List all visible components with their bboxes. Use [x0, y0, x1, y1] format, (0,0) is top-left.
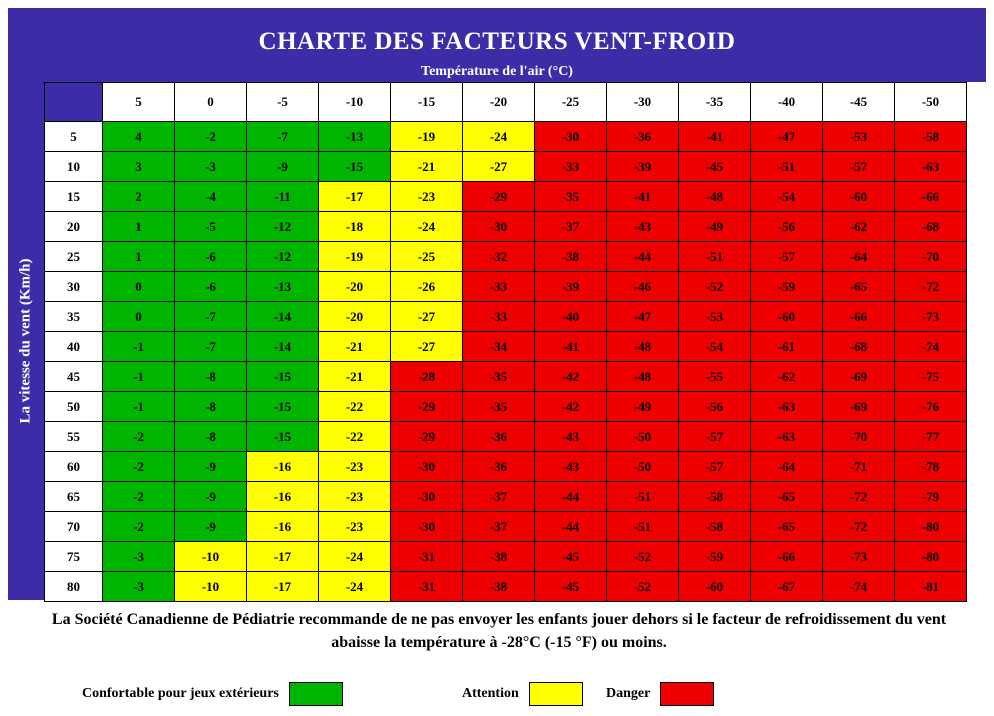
row-header: 10: [45, 152, 103, 182]
windchill-cell: -41: [679, 122, 751, 152]
windchill-cell: -56: [751, 212, 823, 242]
windchill-cell: -52: [607, 542, 679, 572]
windchill-cell: -35: [463, 362, 535, 392]
windchill-cell: -43: [535, 422, 607, 452]
windchill-cell: -14: [247, 332, 319, 362]
windchill-cell: -68: [823, 332, 895, 362]
table-row: [45, 482, 967, 512]
windchill-cell: -58: [895, 122, 967, 152]
table-corner-cell: [45, 83, 103, 122]
windchill-cell: -23: [319, 482, 391, 512]
table-row: [45, 242, 967, 272]
windchill-cell: -29: [391, 422, 463, 452]
windchill-cell: -33: [535, 152, 607, 182]
windchill-cell: -79: [895, 482, 967, 512]
windchill-cell: -6: [175, 272, 247, 302]
windchill-cell: -77: [895, 422, 967, 452]
windchill-cell: -1: [103, 332, 175, 362]
windchill-cell: -64: [823, 242, 895, 272]
legend-label: Attention: [462, 686, 519, 701]
windchill-cell: -21: [319, 362, 391, 392]
row-header: 5: [45, 122, 103, 152]
table-row: [45, 272, 967, 302]
windchill-cell: -54: [751, 182, 823, 212]
windchill-cell: -25: [391, 242, 463, 272]
windchill-cell: -59: [679, 542, 751, 572]
windchill-cell: -63: [751, 422, 823, 452]
windchill-cell: -35: [535, 182, 607, 212]
windchill-cell: -49: [679, 212, 751, 242]
table-row: [45, 152, 967, 182]
windchill-cell: -9: [175, 452, 247, 482]
windchill-cell: -9: [247, 152, 319, 182]
table-row: [45, 512, 967, 542]
windchill-cell: -24: [391, 212, 463, 242]
row-header: 35: [45, 302, 103, 332]
windchill-cell: -66: [751, 542, 823, 572]
windchill-cell: -50: [607, 452, 679, 482]
chart-legend: [44, 682, 954, 706]
windchill-cell: -15: [247, 392, 319, 422]
windchill-cell: -43: [607, 212, 679, 242]
windchill-cell: -16: [247, 482, 319, 512]
windchill-cell: -65: [751, 482, 823, 512]
row-header: 70: [45, 512, 103, 542]
row-header: 25: [45, 242, 103, 272]
windchill-cell: -9: [175, 512, 247, 542]
windchill-cell: -78: [895, 452, 967, 482]
windchill-cell: -66: [895, 182, 967, 212]
windchill-cell: -63: [895, 152, 967, 182]
windchill-cell: -50: [607, 422, 679, 452]
windchill-cell: -30: [463, 212, 535, 242]
windchill-cell: -36: [463, 452, 535, 482]
windchill-cell: 1: [103, 242, 175, 272]
windchill-cell: -19: [391, 122, 463, 152]
table-row: [45, 572, 967, 602]
row-header: 50: [45, 392, 103, 422]
windchill-cell: -8: [175, 392, 247, 422]
legend-swatch: [529, 682, 583, 706]
windchill-cell: -23: [319, 512, 391, 542]
table-header: [45, 83, 967, 122]
windchill-cell: -38: [463, 542, 535, 572]
table-row: [45, 452, 967, 482]
windchill-cell: -40: [535, 302, 607, 332]
y-axis-title-text: La vitesse du vent (Km/h): [17, 258, 34, 424]
windchill-cell: -8: [175, 362, 247, 392]
windchill-cell: -65: [823, 272, 895, 302]
windchill-cell: -35: [463, 392, 535, 422]
windchill-cell: -48: [679, 182, 751, 212]
row-header: 30: [45, 272, 103, 302]
windchill-cell: -48: [607, 332, 679, 362]
windchill-cell: -8: [175, 422, 247, 452]
legend-label: Danger: [606, 686, 651, 701]
windchill-cell: -57: [679, 452, 751, 482]
windchill-cell: -22: [319, 422, 391, 452]
windchill-cell: -10: [175, 572, 247, 602]
windchill-cell: -72: [895, 272, 967, 302]
windchill-table-wrapper: [44, 82, 967, 602]
windchill-cell: -4: [175, 182, 247, 212]
windchill-cell: -17: [247, 542, 319, 572]
row-header: 80: [45, 572, 103, 602]
column-header: -30: [607, 83, 679, 122]
windchill-cell: -42: [535, 362, 607, 392]
windchill-cell: -74: [823, 572, 895, 602]
windchill-cell: -18: [319, 212, 391, 242]
windchill-cell: -80: [895, 542, 967, 572]
windchill-cell: -41: [535, 332, 607, 362]
windchill-cell: -7: [175, 332, 247, 362]
windchill-cell: -24: [463, 122, 535, 152]
legend-item: [82, 682, 343, 706]
windchill-cell: -5: [175, 212, 247, 242]
windchill-cell: -27: [391, 302, 463, 332]
windchill-cell: -3: [175, 152, 247, 182]
windchill-cell: -19: [319, 242, 391, 272]
windchill-cell: -2: [103, 482, 175, 512]
windchill-cell: -24: [319, 542, 391, 572]
windchill-cell: -17: [319, 182, 391, 212]
table-row: [45, 422, 967, 452]
windchill-cell: -20: [319, 302, 391, 332]
windchill-cell: -51: [607, 482, 679, 512]
windchill-cell: -57: [751, 242, 823, 272]
windchill-cell: -27: [463, 152, 535, 182]
windchill-cell: -3: [103, 572, 175, 602]
windchill-cell: -16: [247, 452, 319, 482]
windchill-cell: -15: [247, 422, 319, 452]
windchill-cell: 4: [103, 122, 175, 152]
windchill-cell: -27: [391, 332, 463, 362]
windchill-cell: -51: [751, 152, 823, 182]
windchill-cell: -54: [679, 332, 751, 362]
row-header: 45: [45, 362, 103, 392]
windchill-cell: -69: [823, 362, 895, 392]
table-row: [45, 122, 967, 152]
windchill-cell: -23: [319, 452, 391, 482]
windchill-cell: -30: [391, 512, 463, 542]
windchill-cell: 0: [103, 272, 175, 302]
table-row: [45, 182, 967, 212]
windchill-cell: -45: [679, 152, 751, 182]
column-header: -40: [751, 83, 823, 122]
windchill-cell: -56: [679, 392, 751, 422]
windchill-cell: -63: [751, 392, 823, 422]
windchill-cell: -38: [535, 242, 607, 272]
recommendation-note: La Société Canadienne de Pédiatrie recommande de ne pas envoyer les enfants jouer dehors si le facteur de refroidissement du vent abaisse la température à -28°C (-15 °F) ou moins.: [51, 611, 947, 652]
windchill-cell: -68: [895, 212, 967, 242]
column-header: -35: [679, 83, 751, 122]
windchill-cell: -45: [535, 542, 607, 572]
windchill-cell: -24: [319, 572, 391, 602]
windchill-cell: -60: [823, 182, 895, 212]
windchill-cell: -74: [895, 332, 967, 362]
table-row: [45, 302, 967, 332]
windchill-cell: -81: [895, 572, 967, 602]
windchill-cell: -57: [679, 422, 751, 452]
chart-header-banner: [8, 8, 986, 82]
windchill-cell: -65: [751, 512, 823, 542]
windchill-cell: -13: [319, 122, 391, 152]
windchill-cell: -2: [175, 122, 247, 152]
windchill-cell: -2: [103, 512, 175, 542]
windchill-cell: -52: [607, 572, 679, 602]
row-header: 65: [45, 482, 103, 512]
column-header: -15: [391, 83, 463, 122]
windchill-cell: -70: [895, 242, 967, 272]
windchill-cell: -73: [895, 302, 967, 332]
windchill-cell: -69: [823, 392, 895, 422]
windchill-cell: -14: [247, 302, 319, 332]
row-header: 15: [45, 182, 103, 212]
row-header: 20: [45, 212, 103, 242]
windchill-cell: -33: [463, 302, 535, 332]
table-row: [45, 332, 967, 362]
windchill-cell: 2: [103, 182, 175, 212]
windchill-cell: -37: [463, 482, 535, 512]
windchill-cell: -23: [391, 182, 463, 212]
windchill-cell: -10: [175, 542, 247, 572]
windchill-cell: -16: [247, 512, 319, 542]
windchill-cell: -2: [103, 422, 175, 452]
legend-item: [606, 682, 714, 706]
windchill-cell: -53: [679, 302, 751, 332]
legend-swatch: [660, 682, 714, 706]
windchill-cell: -52: [679, 272, 751, 302]
windchill-cell: -17: [247, 572, 319, 602]
table-row: [45, 212, 967, 242]
windchill-cell: -22: [319, 392, 391, 422]
windchill-cell: -6: [175, 242, 247, 272]
windchill-cell: -43: [535, 452, 607, 482]
row-header: 40: [45, 332, 103, 362]
row-header: 55: [45, 422, 103, 452]
table-row: [45, 542, 967, 572]
table-row: [45, 392, 967, 422]
column-header: 0: [175, 83, 247, 122]
windchill-cell: -26: [391, 272, 463, 302]
windchill-cell: -30: [535, 122, 607, 152]
column-header: -10: [319, 83, 391, 122]
windchill-cell: -47: [607, 302, 679, 332]
column-header: -45: [823, 83, 895, 122]
legend-label: Confortable pour jeux extérieurs: [82, 686, 279, 701]
windchill-cell: -32: [463, 242, 535, 272]
x-axis-title: Température de l'air (°C): [421, 63, 573, 79]
windchill-cell: -80: [895, 512, 967, 542]
windchill-cell: -37: [463, 512, 535, 542]
legend-swatch: [289, 682, 343, 706]
windchill-cell: -58: [679, 482, 751, 512]
windchill-cell: -31: [391, 542, 463, 572]
windchill-cell: -72: [823, 482, 895, 512]
windchill-cell: -1: [103, 362, 175, 392]
windchill-cell: -33: [463, 272, 535, 302]
windchill-cell: -11: [247, 182, 319, 212]
windchill-cell: -7: [247, 122, 319, 152]
windchill-cell: -73: [823, 542, 895, 572]
windchill-cell: -59: [751, 272, 823, 302]
column-header: 5: [103, 83, 175, 122]
windchill-cell: 1: [103, 212, 175, 242]
windchill-cell: -51: [607, 512, 679, 542]
windchill-cell: -71: [823, 452, 895, 482]
windchill-cell: -44: [535, 482, 607, 512]
windchill-cell: -31: [391, 572, 463, 602]
windchill-cell: -47: [751, 122, 823, 152]
windchill-cell: -45: [535, 572, 607, 602]
windchill-cell: -29: [391, 392, 463, 422]
windchill-cell: -20: [319, 272, 391, 302]
windchill-cell: -34: [463, 332, 535, 362]
windchill-cell: -53: [823, 122, 895, 152]
column-header: -25: [535, 83, 607, 122]
windchill-cell: -49: [607, 392, 679, 422]
windchill-cell: -70: [823, 422, 895, 452]
windchill-cell: -51: [679, 242, 751, 272]
windchill-cell: -76: [895, 392, 967, 422]
windchill-cell: -36: [463, 422, 535, 452]
row-header: 60: [45, 452, 103, 482]
windchill-cell: -44: [535, 512, 607, 542]
windchill-cell: -1: [103, 392, 175, 422]
windchill-cell: -75: [895, 362, 967, 392]
column-header: -5: [247, 83, 319, 122]
windchill-cell: -72: [823, 512, 895, 542]
windchill-cell: -13: [247, 272, 319, 302]
windchill-cell: -41: [607, 182, 679, 212]
windchill-cell: -29: [463, 182, 535, 212]
windchill-cell: -67: [751, 572, 823, 602]
windchill-cell: -62: [823, 212, 895, 242]
windchill-cell: -36: [607, 122, 679, 152]
column-header: -20: [463, 83, 535, 122]
windchill-cell: -57: [823, 152, 895, 182]
column-header: -50: [895, 83, 967, 122]
table-body: [45, 122, 967, 602]
windchill-cell: -2: [103, 452, 175, 482]
legend-item: [462, 682, 583, 706]
windchill-cell: -3: [103, 542, 175, 572]
windchill-cell: -15: [319, 152, 391, 182]
table-header-row: [45, 83, 967, 122]
windchill-cell: -64: [751, 452, 823, 482]
windchill-cell: -60: [751, 302, 823, 332]
windchill-cell: -7: [175, 302, 247, 332]
windchill-cell: 3: [103, 152, 175, 182]
windchill-cell: -48: [607, 362, 679, 392]
windchill-cell: -42: [535, 392, 607, 422]
windchill-cell: -44: [607, 242, 679, 272]
windchill-cell: -12: [247, 212, 319, 242]
windchill-cell: -58: [679, 512, 751, 542]
windchill-cell: -37: [535, 212, 607, 242]
windchill-cell: -39: [607, 152, 679, 182]
windchill-cell: -15: [247, 362, 319, 392]
windchill-cell: -62: [751, 362, 823, 392]
windchill-cell: -66: [823, 302, 895, 332]
windchill-cell: -39: [535, 272, 607, 302]
table-row: [45, 362, 967, 392]
windchill-cell: -38: [463, 572, 535, 602]
row-header: 75: [45, 542, 103, 572]
windchill-cell: -30: [391, 452, 463, 482]
windchill-cell: -9: [175, 482, 247, 512]
windchill-cell: -46: [607, 272, 679, 302]
windchill-cell: -28: [391, 362, 463, 392]
y-axis-title: [8, 82, 44, 600]
windchill-cell: -21: [391, 152, 463, 182]
windchill-cell: -21: [319, 332, 391, 362]
windchill-cell: 0: [103, 302, 175, 332]
windchill-cell: -60: [679, 572, 751, 602]
windchill-cell: -30: [391, 482, 463, 512]
windchill-cell: -61: [751, 332, 823, 362]
windchill-table: [44, 82, 967, 602]
windchill-cell: -12: [247, 242, 319, 272]
page-title: CHARTE DES FACTEURS VENT-FROID: [258, 28, 736, 55]
windchill-cell: -55: [679, 362, 751, 392]
